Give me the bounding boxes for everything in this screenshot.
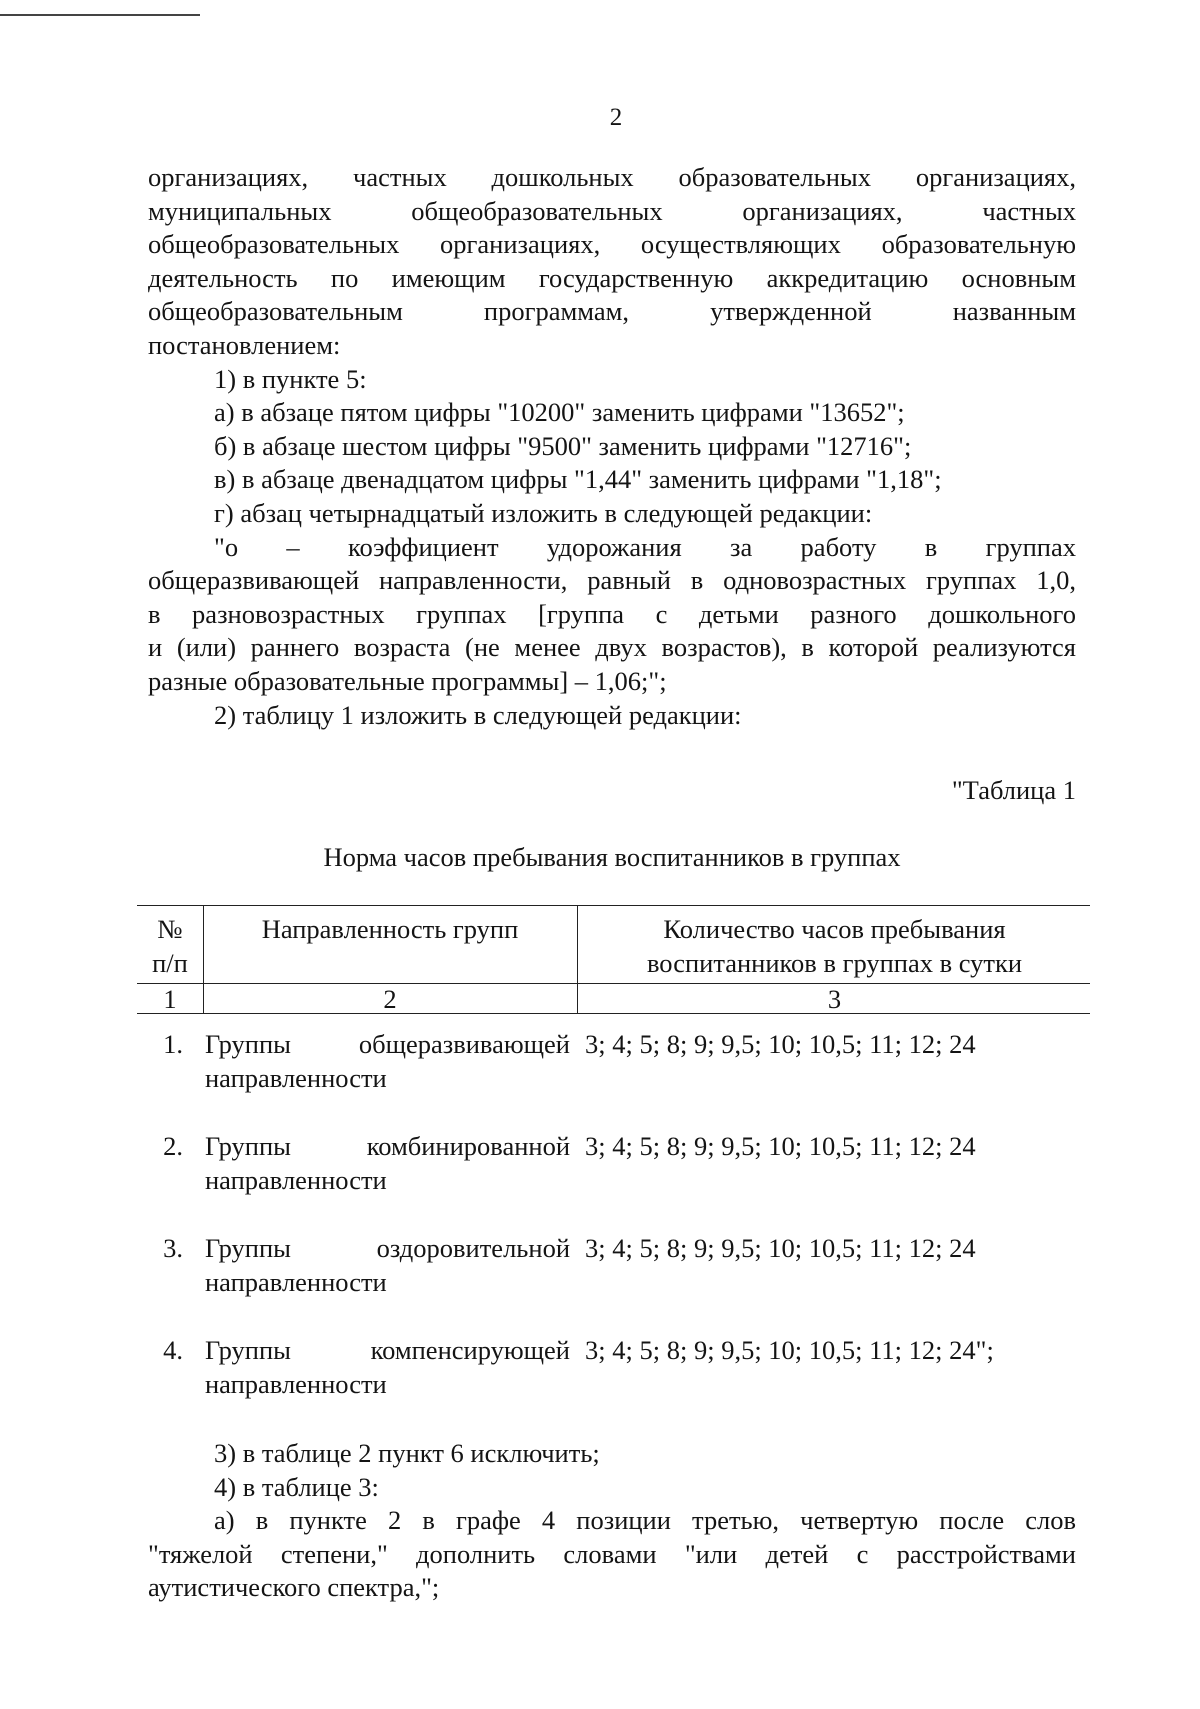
intro-line: постановлением: [148, 329, 341, 360]
item-4a-line: аутистического спектра,"; [148, 1572, 440, 1603]
row-number: 2. [163, 1131, 183, 1161]
row-hours: 3; 4; 5; 8; 9; 9,5; 10; 10,5; 11; 12; 24"; [585, 1335, 994, 1365]
item-1g: г) абзац четырнадцатый изложить в следующей редакции: [214, 497, 873, 528]
col-number: 1 [163, 984, 177, 1014]
item-4a-line: "тяжелой степени," дополнить словами "или детей с расстройствами [148, 1538, 1076, 1569]
table-caption: "Таблица 1 [951, 775, 1076, 805]
item-3: 3) в таблице 2 пункт 6 исключить; [214, 1438, 600, 1468]
item-1a: а) в абзаце пятом цифры "10200" заменить цифрами "13652"; [214, 397, 905, 428]
row-number: 1. [163, 1029, 183, 1059]
closing-text-block [148, 1437, 1076, 1605]
row-hours: 3; 4; 5; 8; 9; 9,5; 10; 10,5; 11; 12; 24 [585, 1233, 976, 1263]
item-4: 4) в таблице 3: [214, 1471, 379, 1502]
table-vline [577, 905, 578, 1013]
row-direction: Группы компенсирующей направленности [205, 1335, 570, 1399]
page-number: 2 [609, 104, 623, 131]
item-1v: в) в абзаце двенадцатом цифры "1,44" заменить цифрами "1,18"; [214, 464, 942, 495]
col-number: 2 [383, 984, 397, 1014]
item-1b: б) в абзаце шестом цифры "9500" заменить цифрами "12716"; [214, 430, 912, 461]
row-direction: Группы общеразвивающей направленности [205, 1029, 570, 1093]
header-hours: Количество часов пребывания воспитанников в группах в сутки [646, 914, 1023, 978]
quote-line: и (или) раннего возраста (не менее двух возрастов), в которой реализуются [148, 632, 1076, 663]
intro-line: деятельность по имеющим государственную аккредитацию основным [148, 262, 1076, 293]
quote-line: в разновозрастных группах [группа с детьми разного дошкольного [148, 598, 1076, 629]
main-text-block [148, 161, 1076, 732]
hours-table [137, 905, 1090, 1405]
row-number: 4. [163, 1335, 183, 1365]
item-4a-line: а) в пункте 2 в графе 4 позиции третью, четвертую после слов [214, 1505, 1076, 1536]
table-title: Норма часов пребывания воспитанников в группах [323, 842, 901, 872]
intro-line: общеобразовательным программам, утвержденной названным [148, 296, 1076, 327]
col-number: 3 [827, 984, 842, 1014]
row-hours: 3; 4; 5; 8; 9; 9,5; 10; 10,5; 11; 12; 24 [585, 1029, 976, 1059]
row-hours: 3; 4; 5; 8; 9; 9,5; 10; 10,5; 11; 12; 24 [585, 1131, 976, 1161]
intro-line: муниципальных общеобразовательных организациях, частных [148, 195, 1076, 226]
quote-line: общеразвивающей направленности, равный в одновозрастных группах 1,0, [148, 565, 1076, 596]
row-number: 3. [163, 1233, 183, 1263]
quote-line: "о – коэффициент удорожания за работу в группах [214, 531, 1076, 562]
table-vline [203, 905, 204, 1013]
scan-artifact-line [0, 14, 200, 16]
header-direction: Направленность групп [261, 914, 519, 944]
intro-line: общеобразовательных организациях, осуществляющих образовательную [148, 229, 1076, 260]
intro-line: организациях, частных дошкольных образовательных организациях, [148, 162, 1076, 192]
row-direction: Группы оздоровительной направленности [205, 1233, 570, 1297]
table-top-rule [137, 905, 1090, 906]
item-2: 2) таблицу 1 изложить в следующей редакции: [214, 699, 742, 730]
quote-line: разные образовательные программы] – 1,06;"; [148, 665, 667, 696]
row-direction: Группы комбинированной направленности [205, 1131, 570, 1195]
header-num: № п/п [152, 914, 188, 978]
item-1: 1) в пункте 5: [214, 363, 367, 394]
